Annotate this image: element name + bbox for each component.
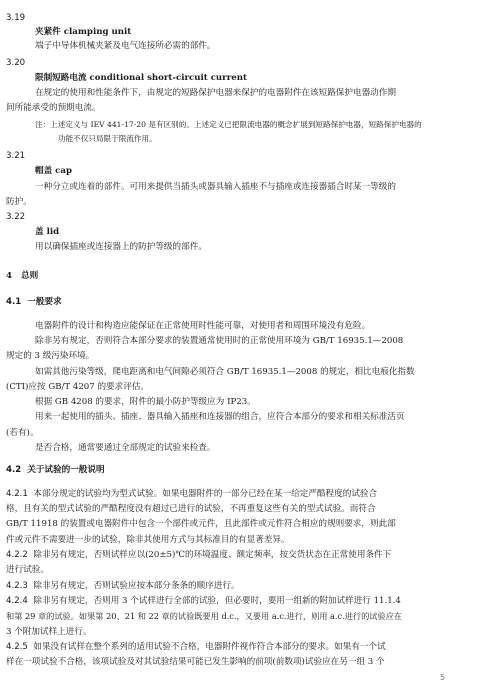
clause-text: 除非另有规定，否则用 3 个试样进行全部的试验，但必要时，要用一组新的附加试样进行 11.1.4 — [33, 596, 401, 606]
clause-line: GB/T 11918 的装置或电器附件中包含一个部件或元件，且此部件或元件符合相应的规则要求，则此部 — [6, 519, 396, 529]
subsection-number: 4.1 — [6, 297, 22, 307]
section-heading — [6, 270, 38, 282]
definition-text: 用以确保插座或连接器上的防护等级的部件。 — [35, 242, 207, 252]
clause-number: 4.2.3 — [6, 581, 28, 591]
clause-text: 如果没有试样在整个系列的适用试验不合格，电器附件视作符合本部分的要求。如果有一个试 — [33, 642, 386, 652]
subsection-heading — [6, 464, 105, 476]
definition-text: 防护。 — [6, 197, 32, 207]
paragraph-line: (若有)。 — [6, 428, 39, 438]
term-heading: 夹紧件 clamping unit — [35, 27, 132, 37]
clause-number: 3.22 — [6, 212, 26, 222]
clause-line: 和第 29 章的试验。如果第 20、21 和 22 章的试验既要用 d.c.，又要用 a.c.进行，则用 a.c.进行的试验应在 — [6, 611, 403, 621]
clause-line: 件或元件不需要进一步的试验，除非其使用方式与其标准目的有显著差异。 — [6, 535, 290, 545]
clause-number: 3.21 — [6, 151, 26, 161]
clause-line: 3 个附加试样上进行。 — [6, 627, 92, 637]
term-heading: 帽盖 cap — [35, 166, 72, 176]
note-text: 功能不仅只局限于限流作用。 — [58, 134, 157, 143]
subsection-title: 一般要求 — [27, 297, 62, 307]
definition-text: 端子中导体机械夹紧及电气连接所必需的部件。 — [35, 41, 216, 51]
subsection-number: 4.2 — [6, 465, 22, 475]
clause-line: 格，且有关的型式试验的严酷程度没有超过已进行的试验，不再重复这些有关的型式试验。而符合 — [6, 504, 376, 514]
clause-number: 3.19 — [6, 13, 26, 23]
definition-text: 一种分立或连着的部件。可用来提供当插头或器具输入插座不与插座或连接器插合时某一等级的 — [35, 182, 396, 192]
clause-number: 3.20 — [6, 58, 26, 68]
section-title: 总则 — [20, 271, 39, 281]
clause-line — [6, 580, 240, 592]
paragraph-line: 如需其他污染等级，爬电距离和电气间隙必须符合 GB/T 16935.1—2008 的规定，相比电痕化指数 — [35, 367, 415, 377]
clause-number: 4.2.4 — [6, 596, 28, 606]
clause-number: 4.2.2 — [6, 550, 28, 560]
paragraph-line: 规定的 3 级污染环境。 — [6, 351, 95, 361]
definition-text: 间所能承受的预期电流。 — [6, 103, 101, 113]
clause-line — [6, 549, 391, 561]
paragraph-line: (CTI)应按 GB/T 4207 的要求评估。 — [6, 382, 150, 392]
section-number: 4 — [6, 271, 12, 281]
term-heading: 盖 lid — [35, 227, 60, 237]
subsection-title: 关于试验的一般说明 — [27, 465, 105, 475]
paragraph-line: 除非另有规定，否则符合本部分要求的装置通常使用时的正常使用环境为 GB/T 16935.1—2008 — [35, 336, 404, 346]
clause-text: 本部分规定的试验均为型式试验。如果电器附件的一部分已经在某一给定严酷程度的试验合 — [33, 489, 378, 499]
page-number: 5 — [440, 673, 446, 682]
clause-number: 4.2.1 — [6, 489, 28, 499]
clause-text: 除非另有规定，否则试验应按本部分条条的顺序进行。 — [33, 581, 240, 591]
clause-line: 样在一项试验不合格，该项试验及对其试验结果可能已发生影响的前项(前数项)试验应在另一组 3 个 — [6, 657, 385, 667]
paragraph-line: 用来一起使用的插头、插座、器具输入插座和连接器的组合，应符合本部分的要求和相关标准活页 — [35, 412, 405, 422]
clause-line — [6, 595, 401, 607]
clause-line — [6, 488, 377, 500]
clause-text: 除非另有规定，否则试样应以(20±5)℃的环境温度、额定频率，按交货状态在正常使用条件下 — [33, 550, 392, 560]
subsection-heading — [6, 296, 62, 308]
note-text: 注：上述定义与 IEV 441-17-20 是有区别的。上述定义已把限流电器的概念扩展到短路保护电器，短路保护电器的 — [35, 120, 422, 129]
paragraph-line: 电器附件的设计和构造应能保证在正常使用时性能可靠，对使用者和周围环境没有危险。 — [35, 321, 371, 331]
clause-number: 4.2.5 — [6, 642, 28, 652]
paragraph-line: 根据 GB 4208 的要求，附件的最小防护等级应为 IP23。 — [35, 397, 256, 407]
clause-line — [6, 641, 386, 653]
clause-line: 进行试验。 — [6, 565, 49, 575]
term-heading: 限制短路电流 conditional short-circuit current — [35, 73, 247, 83]
definition-text: 在规定的使用和性能条件下，由规定的短路保护电器来保护的电器附件在该短路保护电器动作期 — [35, 88, 396, 98]
paragraph-line: 是否合格，通常要通过全部规定的试验来检查。 — [35, 443, 216, 453]
